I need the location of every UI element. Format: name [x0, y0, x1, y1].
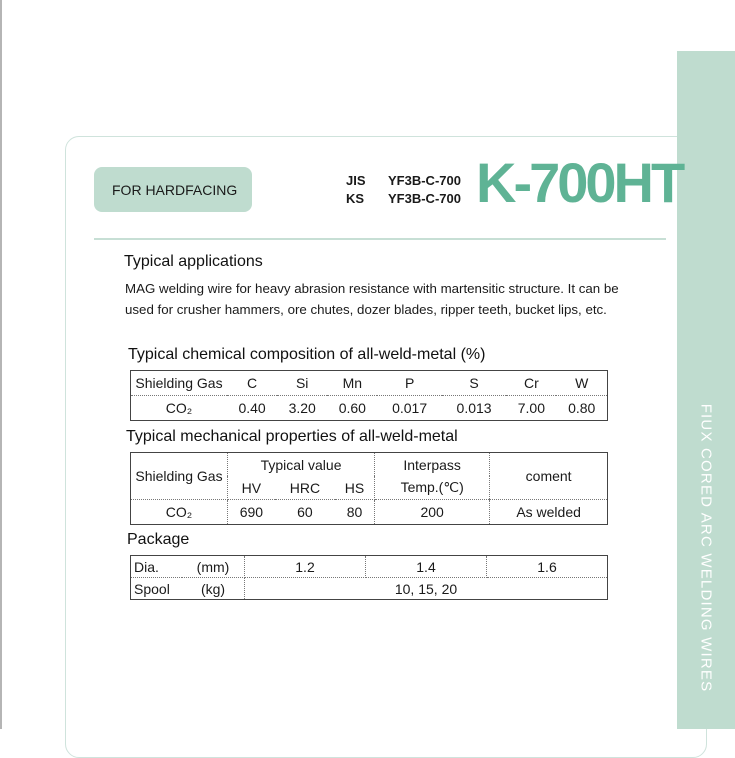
page-edge-rule [0, 0, 2, 729]
package-dia-row [131, 556, 608, 578]
table-cell: 1.4 [366, 556, 487, 578]
table-cell: (kg) [182, 578, 245, 600]
table-header-cell: Interpass [375, 453, 490, 477]
table-cell: 690 [239, 504, 264, 520]
chemical-value-row [131, 396, 608, 421]
table-cell: 1.2 [245, 556, 366, 578]
applications-heading: Typical applications [124, 253, 263, 270]
table-header-cell: coment [490, 453, 608, 500]
standard-jis-label: JIS [346, 173, 366, 188]
header-divider [94, 238, 666, 240]
table-header-cell: C [227, 371, 277, 396]
side-category-label: FIUX CORED ARC WELDING WIRES [697, 403, 715, 693]
standard-jis-value: YF3B-C-700 [388, 173, 461, 188]
mechanical-value-row [131, 500, 608, 525]
table-cell: 0.013 [456, 400, 492, 416]
chemical-table [130, 370, 608, 421]
table-header-cell: Si [277, 371, 327, 396]
table-header-cell: Mn [327, 371, 377, 396]
mechanical-table [130, 452, 608, 525]
applications-text: MAG welding wire for heavy abrasion resistance with martensitic structure. It can be used for crusher hammers, ore chutes, dozer blades, ripper teeth, bucket lips, etc. [125, 281, 619, 317]
table-cell: 1.6 [487, 556, 608, 578]
table-cell: As welded [516, 504, 581, 520]
table-cell: 7.00 [517, 400, 545, 416]
table-cell: (mm) [182, 556, 245, 578]
table-header-cell: Shielding Gas [131, 371, 228, 396]
package-spool-row [131, 578, 608, 600]
table-cell: 60 [297, 504, 313, 520]
table-header-cell: S [442, 371, 506, 396]
product-name: K-700HT [476, 151, 683, 214]
table-header-cell: Temp.(℃) [375, 476, 490, 500]
chemical-header-row [131, 371, 608, 396]
chemical-heading: Typical chemical composition of all-weld-metal (%) [128, 346, 486, 363]
table-cell: 80 [335, 500, 375, 525]
table-cell: 3.20 [288, 400, 316, 416]
table-header-cell: Shielding Gas [131, 453, 228, 500]
table-header-cell: P [377, 371, 441, 396]
table-cell: CO₂ [165, 400, 193, 416]
table-header-cell: HS [335, 476, 375, 500]
table-header-cell: HRC [275, 476, 335, 500]
standard-ks-value: YF3B-C-700 [388, 191, 461, 206]
table-header-cell: Cr [506, 371, 556, 396]
category-badge [94, 167, 252, 212]
table-cell: 0.40 [238, 400, 266, 416]
mechanical-heading: Typical mechanical properties of all-weld-metal [126, 428, 458, 445]
table-cell: 0.017 [392, 400, 428, 416]
package-heading: Package [127, 531, 190, 548]
table-header-cell: HV [228, 476, 275, 500]
table-header-cell: W [556, 371, 607, 396]
package-table [130, 555, 608, 600]
category-label: FOR HARDFACING [112, 181, 238, 198]
table-cell: 10, 15, 20 [394, 580, 458, 597]
content-card [65, 136, 707, 758]
table-cell: 0.80 [568, 400, 596, 416]
table-cell: Dia. [131, 556, 183, 578]
table-cell: CO₂ [131, 500, 228, 525]
table-cell: 0.60 [338, 400, 366, 416]
mechanical-header-row-1 [131, 453, 608, 477]
table-header-cell: Typical value [228, 453, 375, 477]
table-cell: Spool [134, 580, 170, 597]
standard-ks-label: KS [346, 191, 365, 206]
table-cell: 200 [375, 500, 490, 525]
